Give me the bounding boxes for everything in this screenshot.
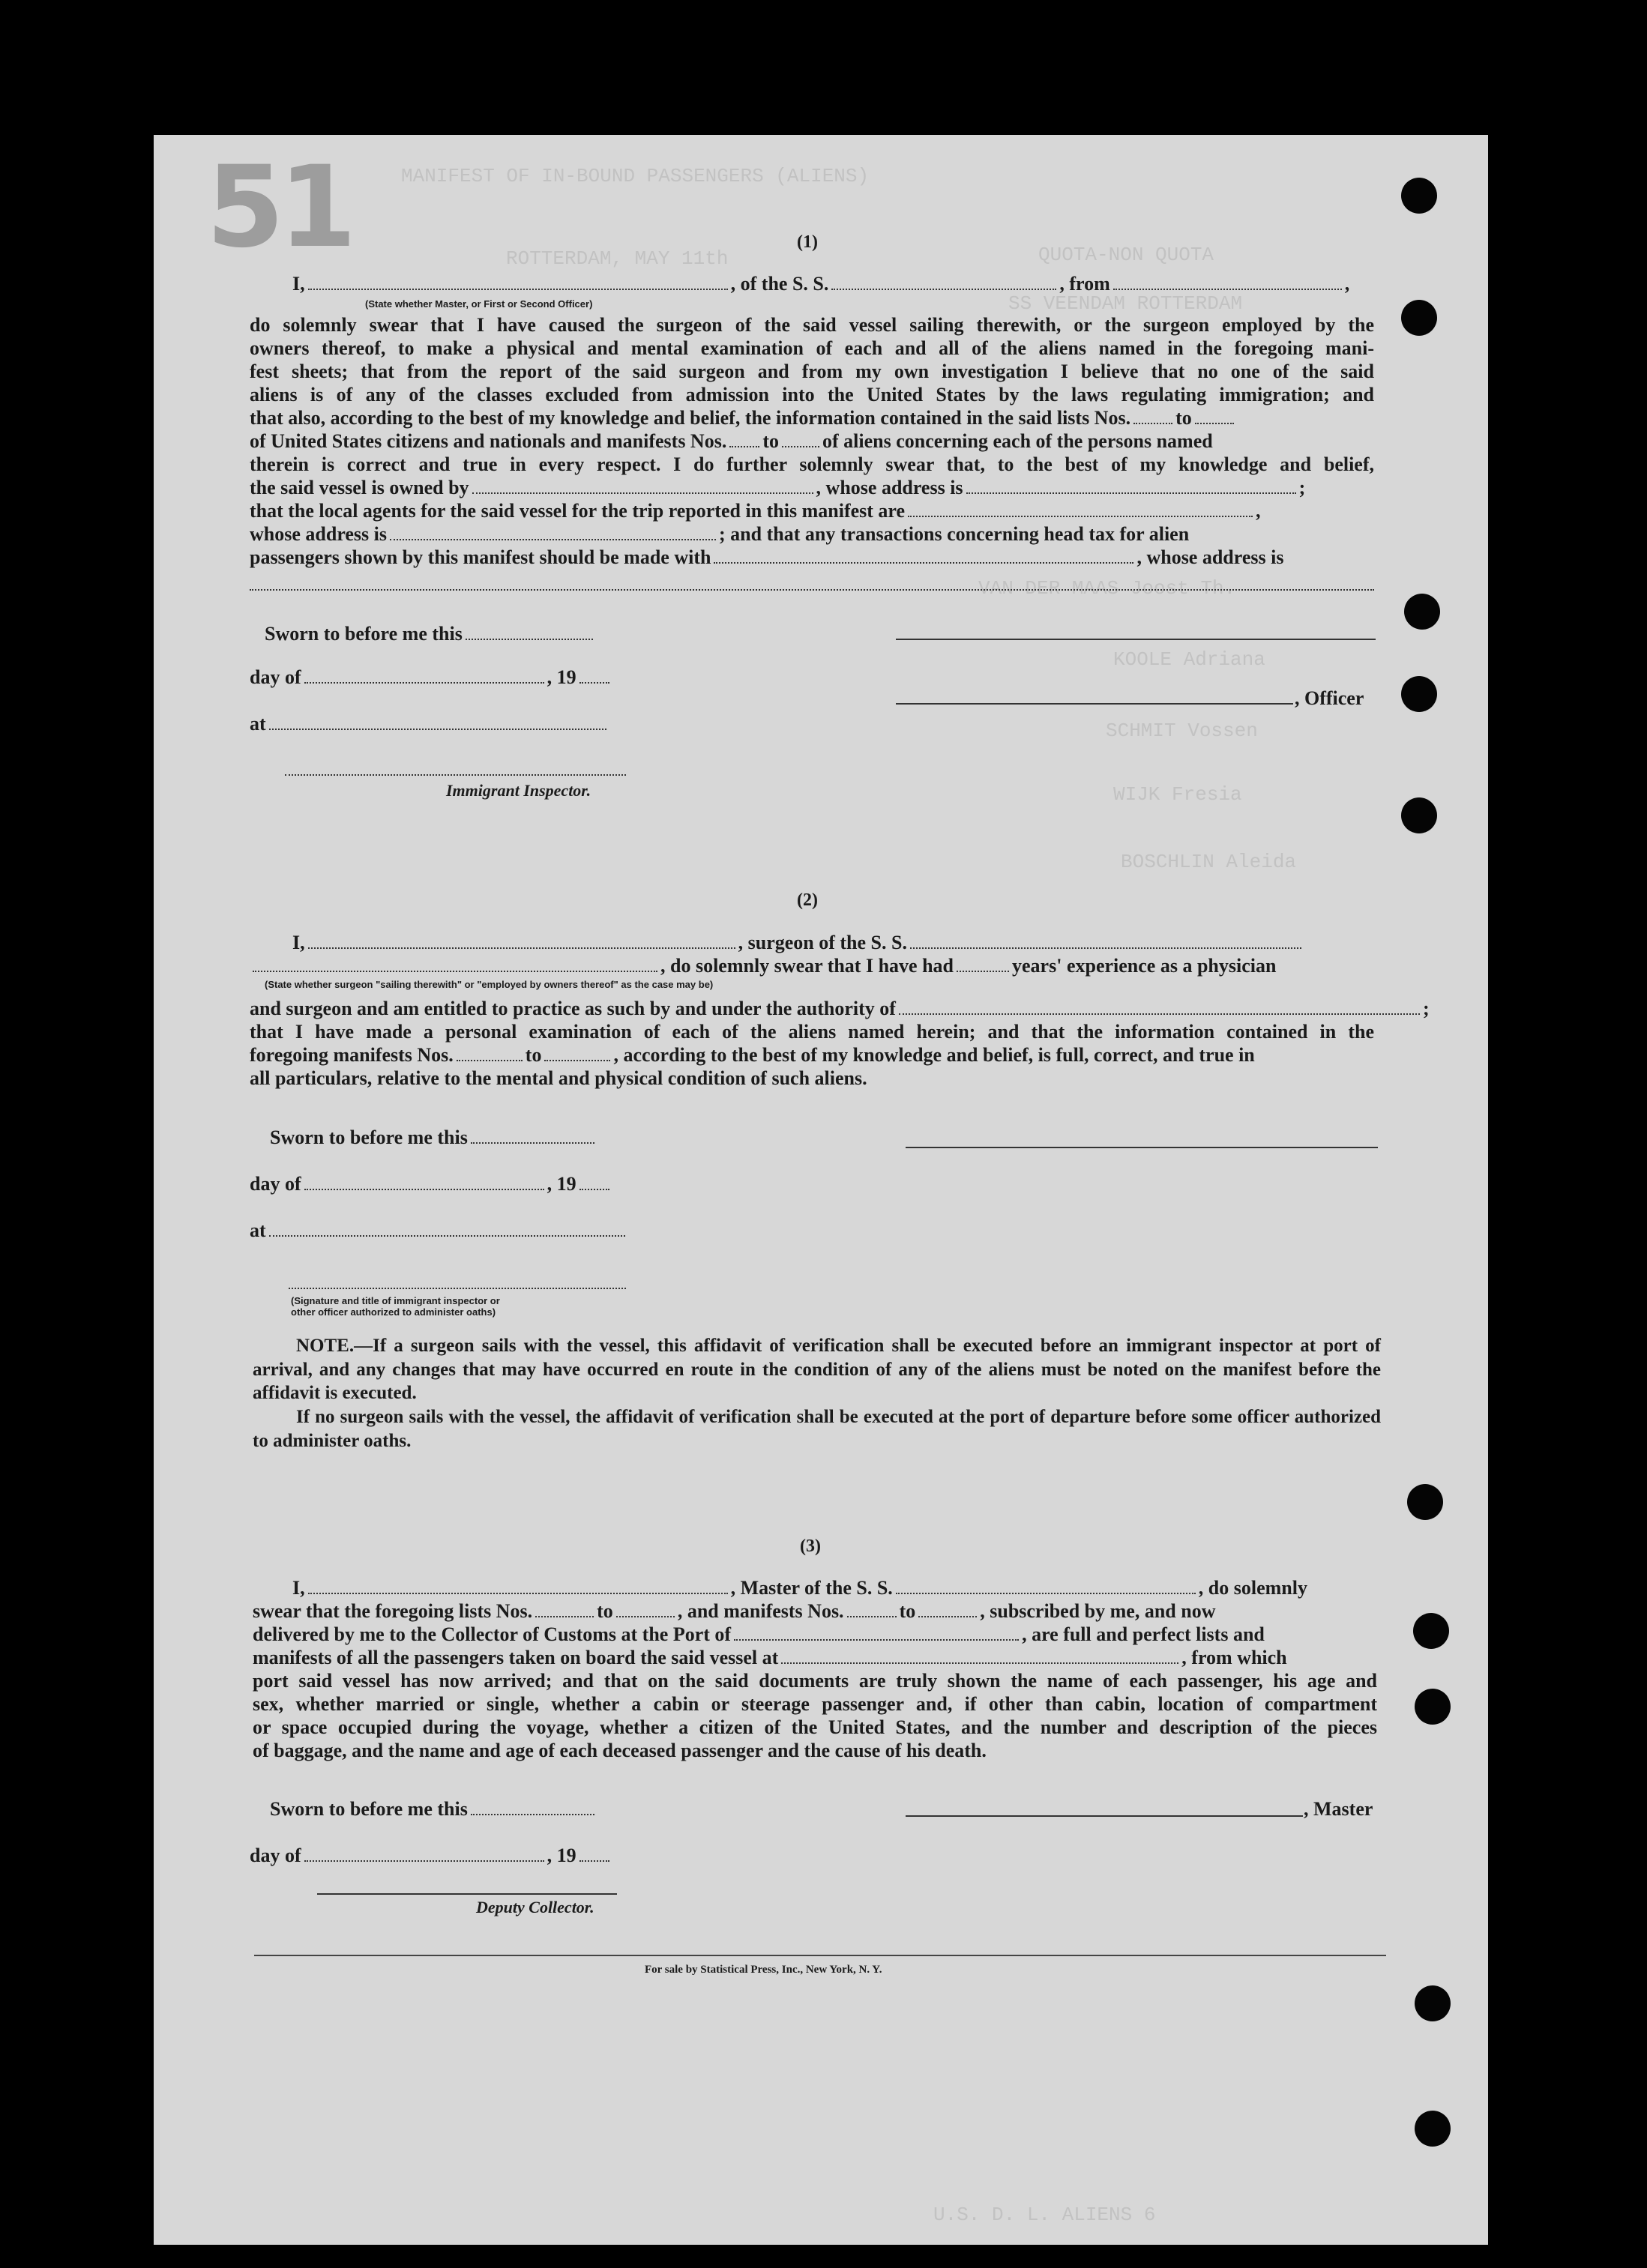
master-label: , Master <box>1304 1798 1373 1820</box>
ghost-row-2: KOOLE Adriana <box>1113 648 1265 671</box>
s2-inspector-signature-line[interactable] <box>289 1288 626 1289</box>
collector-label: Deputy Collector. <box>476 1898 594 1916</box>
form-page <box>154 135 1488 2245</box>
binder-hole-icon <box>1415 2111 1451 2147</box>
binder-hole-icon <box>1407 1484 1443 1520</box>
s3-day-field[interactable] <box>304 1860 544 1862</box>
s2-ship-field[interactable] <box>910 947 1301 949</box>
master-hint: (State whether Master, or First or Second Officer) <box>365 298 593 310</box>
s1-sworn: Sworn to before me this <box>265 622 596 645</box>
s1-agent-address-line: whose address is ; and that any transactions concerning head tax for alien <box>250 523 1190 545</box>
s3-line2: swear that the foregoing lists Nos. to , and manifests Nos. to , subscribed by me, and now <box>253 1600 1216 1622</box>
years-experience-field[interactable] <box>957 971 1009 972</box>
s2-sworn: Sworn to before me this <box>270 1126 597 1149</box>
surgeon-status-field[interactable] <box>253 971 657 972</box>
s1-headtax-line: passengers shown by this manifest should be made with , whose address is <box>250 546 1284 568</box>
manifests-from-field[interactable] <box>729 446 759 447</box>
section-1-number: (1) <box>797 232 818 252</box>
binder-hole-icon <box>1401 797 1437 833</box>
note-paragraph-2: If no surgeon sails with the vessel, the affidavit of verification shall be executed at the port of departure before some officer authorized to administer oaths. <box>253 1407 1381 1451</box>
s3-body-line: port said vessel has now arrived; and that on the said documents are truly shown the name of each passenger, his age and <box>253 1670 1377 1692</box>
s2-body1: and surgeon and am entitled to practice as such by and under the authority of ; <box>250 998 1430 1019</box>
owner-address-field[interactable] <box>966 492 1296 494</box>
s2-manifests-from-field[interactable] <box>457 1060 523 1061</box>
ghost-row-4: WIJK Fresia <box>1113 783 1242 806</box>
s1-body-line: owners thereof, to make a physical and mental examination of each and all of the aliens named in the foregoing mani- <box>250 337 1374 359</box>
surgeon-hint: (State whether surgeon "sailing therewith" or "employed by owners thereof" as the case may be) <box>265 979 714 990</box>
ghost-header-top: MANIFEST OF IN-BOUND PASSENGERS (ALIENS) <box>401 165 870 187</box>
s3-manifests-to-field[interactable] <box>918 1616 977 1617</box>
s3-year-field[interactable] <box>579 1860 609 1862</box>
binder-hole-icon <box>1401 178 1437 214</box>
s1-owned-line: the said vessel is owned by , whose address is ; <box>250 477 1306 498</box>
page-stamp-number: 51 <box>206 142 351 273</box>
manifests-to-field[interactable] <box>782 446 819 447</box>
s3-line1: I, , Master of the S. S. , do solemnly <box>292 1577 1307 1599</box>
s1-year-field[interactable] <box>579 682 609 684</box>
inspector-label: Immigrant Inspector. <box>446 781 591 800</box>
s1-body-line: fest sheets; that from the report of the said surgeon and from my own investigation I believe that no one of the said <box>250 361 1374 382</box>
s3-dayof: day of , 19 <box>250 1844 612 1867</box>
s3-body-line: of baggage, and the name and age of each deceased passenger and the cause of his death. <box>253 1740 987 1761</box>
s3-sworn-date-field[interactable] <box>471 1814 594 1815</box>
ship-name-field[interactable] <box>831 289 1056 290</box>
agent-address-field[interactable] <box>390 539 716 540</box>
note-paragraph-1: NOTE.—If a surgeon sails with the vessel, this affidavit of verification shall be executed before an immigrant inspector at port of arrival, and any changes that may have occurred en route in the condition of any of the aliens must be noted on the manifest before the affidavit is executed. <box>253 1336 1381 1403</box>
owner-field[interactable] <box>472 492 813 494</box>
ghost-row-5: BOSCHLIN Aleida <box>1121 851 1297 873</box>
s1-body-line: aliens is of any of the classes excluded from admission into the United States by the laws regulating immigration; and <box>250 384 1374 405</box>
s3-manifests-from-field[interactable] <box>847 1616 897 1617</box>
s1-at-field[interactable] <box>269 729 606 730</box>
s2-body2: that I have made a personal examination of each of the aliens named herein; and that the information contained in the <box>250 1021 1374 1043</box>
s1-at: at <box>250 712 609 735</box>
s3-body-line: or space occupied during the voyage, whether a citizen of the United States, and the number and description of the pieces <box>253 1716 1377 1738</box>
master-name-field[interactable] <box>308 289 728 290</box>
boarding-port-field[interactable] <box>781 1662 1178 1664</box>
s1-agents-line: that the local agents for the said vessel for the trip reported in this manifest are , <box>250 500 1261 522</box>
s1-body-line: do solemnly swear that I have caused the surgeon of the said vessel sailing therewith, or the surgeon employed by the <box>250 314 1374 336</box>
s1-dayof: day of , 19 <box>250 666 612 689</box>
s2-dayof: day of , 19 <box>250 1172 612 1195</box>
s2-line2: , do solemnly swear that I have had years' experience as a physician <box>250 954 1276 977</box>
s1-sworn-date-field[interactable] <box>466 639 593 640</box>
s1-line1: I, , of the S. S. , from , <box>292 273 1350 295</box>
headtax-address-field[interactable] <box>250 589 1374 591</box>
section-2-number: (2) <box>797 890 818 910</box>
binder-hole-icon <box>1415 1985 1451 2021</box>
binder-hole-icon <box>1404 594 1440 630</box>
s3-body-line: sex, whether married or single, whether a cabin or steerage passenger and, if other than cabin, location of compartment <box>253 1693 1377 1715</box>
surgeon-name-field[interactable] <box>308 947 735 949</box>
ghost-row-1: VAN DER MAAS Joost Th. <box>978 577 1236 600</box>
s3-master-signature-line[interactable] <box>906 1815 1303 1817</box>
s1-day-field[interactable] <box>304 682 544 684</box>
s2-sworn-date-field[interactable] <box>471 1142 594 1144</box>
s3-lists-to-field[interactable] <box>616 1616 675 1617</box>
ghost-row-3: SCHMIT Vossen <box>1106 720 1258 742</box>
inspector-signature-line[interactable] <box>285 774 626 776</box>
sig-hint-2: other officer authorized to administer oaths) <box>291 1306 496 1318</box>
footer-rule <box>254 1955 1386 1956</box>
ghost-footer: U.S. D. L. ALIENS 6 <box>933 2204 1156 2226</box>
officer-signature-line[interactable] <box>896 703 1293 705</box>
binder-hole-icon <box>1413 1613 1449 1649</box>
customs-port-field[interactable] <box>734 1639 1019 1641</box>
s3-sworn: Sworn to before me this <box>270 1797 597 1821</box>
s3-line3: delivered by me to the Collector of Customs at the Port of , are full and perfect lists and <box>253 1623 1265 1645</box>
lists-to-field[interactable] <box>1195 423 1234 424</box>
officer-label: , Officer <box>1295 687 1364 709</box>
headtax-party-field[interactable] <box>714 562 1133 564</box>
ghost-header-row: ROTTERDAM, MAY 11th <box>506 247 729 270</box>
s2-at: at <box>250 1219 628 1242</box>
s2-body4: all particulars, relative to the mental and physical condition of such aliens. <box>250 1067 867 1089</box>
ghost-header-right2: SS VEENDAM ROTTERDAM <box>1008 292 1243 315</box>
s1-signature-line[interactable] <box>896 639 1376 640</box>
binder-hole-icon <box>1415 1689 1451 1725</box>
s2-body3: foregoing manifests Nos. to , according to the best of my knowledge and belief, is full, correct, and true in <box>250 1044 1255 1066</box>
ghost-header-right1: QUOTA-NON QUOTA <box>1038 244 1214 266</box>
authority-field[interactable] <box>899 1013 1420 1015</box>
footer-publisher: For sale by Statistical Press, Inc., New York, N. Y. <box>645 1964 882 1976</box>
binder-hole-icon <box>1401 300 1437 336</box>
s1-lists-line: that also, according to the best of my knowledge and belief, the information contained in the said lists Nos. to <box>250 406 1237 429</box>
s2-year-field[interactable] <box>579 1189 609 1190</box>
s3-master-field[interactable] <box>308 1593 728 1594</box>
s2-line1: I, , surgeon of the S. S. <box>292 931 1304 954</box>
collector-signature-line[interactable] <box>317 1893 617 1895</box>
surgeon-signature-line[interactable] <box>906 1147 1378 1148</box>
binder-hole-icon <box>1401 676 1437 712</box>
section-3-number: (3) <box>800 1536 821 1556</box>
s3-ship-field[interactable] <box>896 1593 1196 1594</box>
from-port-field[interactable] <box>1113 289 1342 290</box>
s2-day-field[interactable] <box>304 1189 544 1190</box>
lists-from-field[interactable] <box>1133 423 1172 424</box>
s1-manifests-line: of United States citizens and nationals and manifests Nos. to of aliens concerning each of the persons named <box>250 430 1213 452</box>
s2-at-field[interactable] <box>269 1235 625 1237</box>
agents-field[interactable] <box>908 516 1253 517</box>
s3-lists-from-field[interactable] <box>535 1616 594 1617</box>
s3-line4: manifests of all the passengers taken on board the said vessel at , from which <box>253 1647 1287 1668</box>
s1-body-line: therein is correct and true in every respect. I do further solemnly swear that, to the best of my knowledge and belief, <box>250 453 1374 475</box>
s2-manifests-to-field[interactable] <box>544 1060 610 1061</box>
sig-hint-1: (Signature and title of immigrant inspector or <box>291 1295 500 1306</box>
